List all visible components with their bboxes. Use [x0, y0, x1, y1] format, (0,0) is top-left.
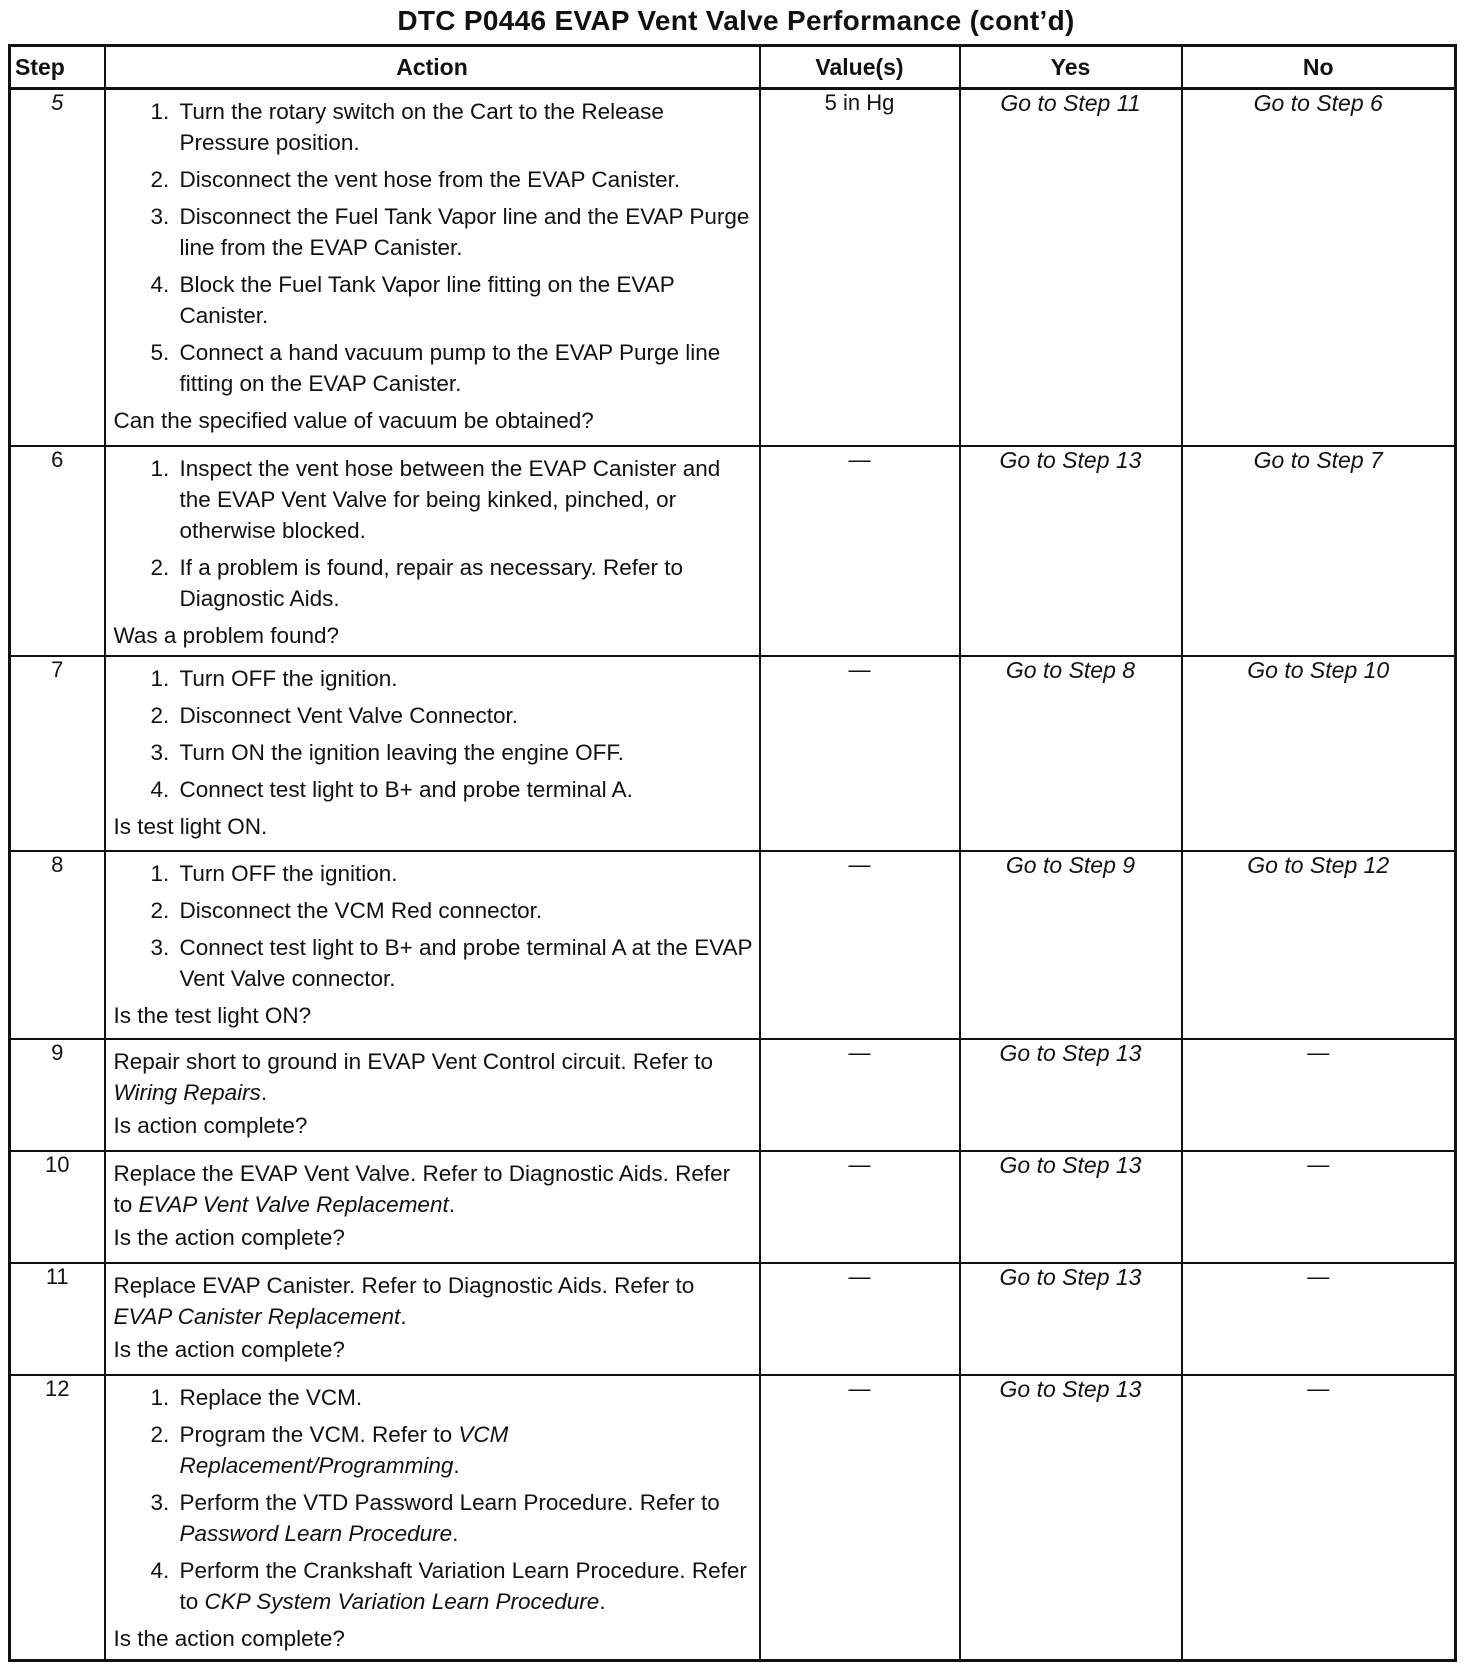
- table-row: [10, 89, 1456, 446]
- value-cell: —: [760, 1039, 960, 1151]
- reference-link[interactable]: EVAP Canister Replacement: [113, 1303, 401, 1329]
- step-number: 5: [10, 89, 105, 446]
- action-text-end: .: [452, 1520, 459, 1546]
- yes-goto-link[interactable]: Go to Step 9: [960, 851, 1182, 1039]
- yes-goto-link[interactable]: Go to Step 13: [960, 1375, 1182, 1661]
- action-item: [176, 1487, 753, 1549]
- no-goto-link[interactable]: Go to Step 7: [1182, 446, 1456, 656]
- action-item: 3. Turn ON the ignition leaving the engine OFF.: [176, 737, 753, 768]
- action-text: Replace the EVAP Vent Valve. Refer to Diagnostic Aids. Refer to: [113, 1160, 731, 1217]
- value-cell: —: [760, 1375, 960, 1661]
- table-row: [10, 1039, 1456, 1151]
- no-cell: —: [1182, 1151, 1456, 1263]
- value-cell: —: [760, 1263, 960, 1375]
- value-cell: —: [760, 446, 960, 656]
- header-step: Step: [10, 46, 105, 89]
- no-goto-link[interactable]: Go to Step 12: [1182, 851, 1456, 1039]
- yes-goto-link[interactable]: Go to Step 13: [960, 446, 1182, 656]
- action-cell: [105, 446, 760, 656]
- action-item: 1. Replace the VCM.: [176, 1382, 753, 1413]
- action-question: Is action complete?: [113, 1112, 308, 1138]
- step-number: 12: [10, 1375, 105, 1661]
- yes-goto-link[interactable]: Go to Step 11: [960, 89, 1182, 446]
- yes-goto-link[interactable]: Go to Step 8: [960, 656, 1182, 851]
- action-text-end: .: [453, 1452, 460, 1478]
- table-row: [10, 1151, 1456, 1263]
- action-cell: [105, 656, 760, 851]
- table-row: [10, 1263, 1456, 1375]
- table-row: [10, 656, 1456, 851]
- reference-link[interactable]: VCM Replacement/Programming: [179, 1421, 509, 1478]
- page-title: DTC P0446 EVAP Vent Valve Performance (cont’d): [397, 5, 1075, 36]
- reference-link[interactable]: EVAP Vent Valve Replacement: [138, 1191, 449, 1217]
- action-cell: [105, 1263, 760, 1375]
- action-question: Is the test light ON?: [113, 1002, 312, 1028]
- action-cell: [105, 1039, 760, 1151]
- action-text-end: .: [448, 1191, 455, 1217]
- action-text: Repair short to ground in EVAP Vent Control circuit. Refer to: [113, 1048, 713, 1074]
- yes-goto-link[interactable]: Go to Step 13: [960, 1151, 1182, 1263]
- action-item: 3. Connect test light to B+ and probe terminal A at the EVAP Vent Valve connector.: [176, 932, 753, 994]
- reference-link[interactable]: CKP System Variation Learn Procedure: [204, 1588, 600, 1614]
- value-cell: —: [760, 851, 960, 1039]
- step-number: 9: [10, 1039, 105, 1151]
- table-row: [10, 851, 1456, 1039]
- yes-goto-link[interactable]: Go to Step 13: [960, 1039, 1182, 1151]
- action-item: [176, 1419, 753, 1481]
- action-cell: [105, 89, 760, 446]
- action-item: 5. Connect a hand vacuum pump to the EVAP Purge line fitting on the EVAP Canister.: [176, 337, 753, 399]
- header-action: Action: [105, 46, 760, 89]
- table-row: [10, 1375, 1456, 1661]
- action-question: Is the action complete?: [113, 1224, 345, 1250]
- no-cell: —: [1182, 1039, 1456, 1151]
- table-header-row: [10, 46, 1456, 89]
- action-item: [176, 1555, 753, 1617]
- action-text-end: .: [400, 1303, 407, 1329]
- step-number: 6: [10, 446, 105, 656]
- no-cell: —: [1182, 1263, 1456, 1375]
- value-cell: 5 in Hg: [760, 89, 960, 446]
- action-question: Can the specified value of vacuum be obtained?: [113, 408, 594, 433]
- action-question: Was a problem found?: [113, 622, 340, 648]
- action-cell: [105, 1375, 760, 1661]
- action-item: 1. Turn OFF the ignition.: [176, 663, 753, 694]
- step-number: 11: [10, 1263, 105, 1375]
- step-number: 10: [10, 1151, 105, 1263]
- step-number: 7: [10, 656, 105, 851]
- action-item: 2. Disconnect the VCM Red connector.: [176, 895, 753, 926]
- action-question: Is the action complete?: [113, 1625, 345, 1651]
- action-item: 4. Connect test light to B+ and probe terminal A.: [176, 774, 753, 805]
- action-text: Program the VCM. Refer to: [179, 1421, 459, 1447]
- action-question: Is test light ON.: [113, 813, 268, 839]
- value-cell: —: [760, 1151, 960, 1263]
- table-row: [10, 446, 1456, 656]
- no-cell: —: [1182, 1375, 1456, 1661]
- header-no: No: [1182, 46, 1456, 89]
- no-goto-link[interactable]: Go to Step 6: [1182, 89, 1456, 446]
- action-item: 2. If a problem is found, repair as necessary. Refer to Diagnostic Aids.: [176, 552, 753, 614]
- header-yes: Yes: [960, 46, 1182, 89]
- value-cell: —: [760, 656, 960, 851]
- action-text: Perform the Crankshaft Variation Learn Procedure. Refer to: [179, 1557, 747, 1614]
- diagnostic-table: [8, 44, 1457, 1662]
- action-item: 1. Turn the rotary switch on the Cart to the Release Pressure position.: [176, 96, 753, 158]
- action-item: 1. Turn OFF the ignition.: [176, 858, 753, 889]
- action-text: Perform the VTD Password Learn Procedure. Refer to: [179, 1489, 720, 1515]
- action-item: 2. Disconnect Vent Valve Connector.: [176, 700, 753, 731]
- action-text-end: .: [260, 1079, 268, 1105]
- action-item: 4. Block the Fuel Tank Vapor line fitting on the EVAP Canister.: [176, 269, 753, 331]
- action-item: 1. Inspect the vent hose between the EVAP Canister and the EVAP Vent Valve for being kinked, pinched, or otherwise blocked.: [176, 453, 753, 546]
- action-text: Replace EVAP Canister. Refer to Diagnostic Aids. Refer to: [113, 1272, 695, 1298]
- step-number: 8: [10, 851, 105, 1039]
- action-item: 2. Disconnect the vent hose from the EVAP Canister.: [176, 164, 753, 195]
- yes-goto-link[interactable]: Go to Step 13: [960, 1263, 1182, 1375]
- reference-link[interactable]: Password Learn Procedure: [179, 1520, 453, 1546]
- action-cell: [105, 1151, 760, 1263]
- no-goto-link[interactable]: Go to Step 10: [1182, 656, 1456, 851]
- action-item: 3. Disconnect the Fuel Tank Vapor line and the EVAP Purge line from the EVAP Canister.: [176, 201, 753, 263]
- action-cell: [105, 851, 760, 1039]
- action-text-end: .: [599, 1588, 606, 1614]
- header-values: Value(s): [760, 46, 960, 89]
- action-question: Is the action complete?: [113, 1336, 345, 1362]
- reference-link[interactable]: Wiring Repairs: [113, 1079, 261, 1105]
